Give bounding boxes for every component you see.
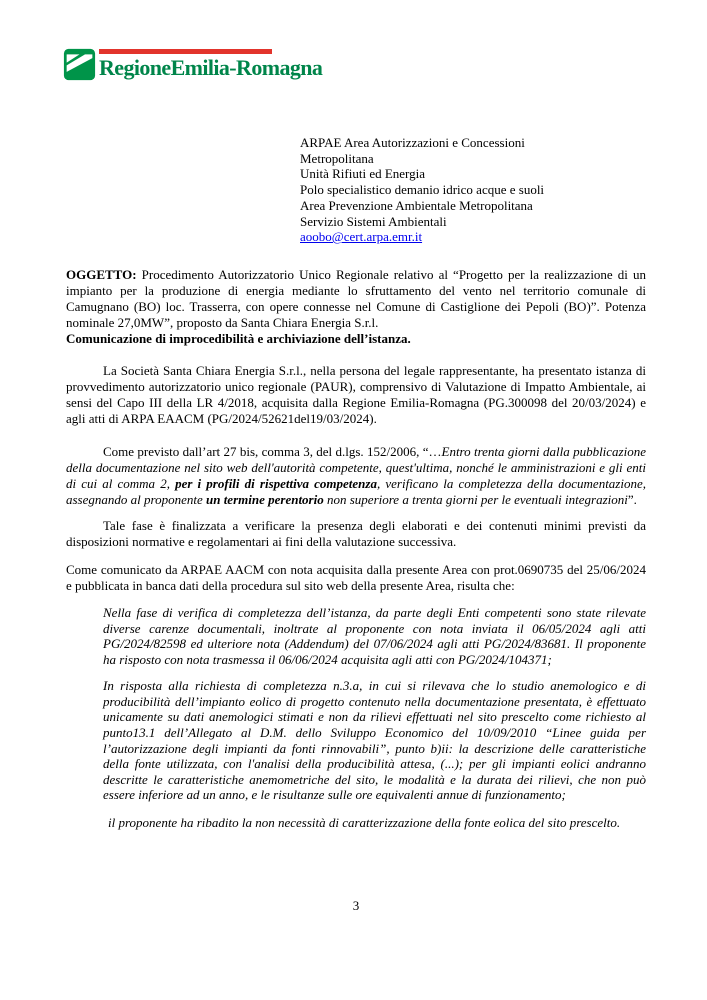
law-citation-intro: Come previsto dall’art 27 bis, comma 3, del d.lgs. 152/2006, “… (103, 443, 442, 459)
oggetto-bold-text: Comunicazione di improcedibilità e archiviazione dell’istanza. (66, 330, 411, 346)
logo-text: RegioneEmilia-Romagna (99, 55, 323, 80)
quote-proponente-ribadito: il proponente ha ribadito la non necessità di caratterizzazione della fonte eolica del sito prescelto. (108, 815, 621, 831)
regione-emilia-romagna-logo-icon (63, 48, 96, 81)
recipient-block (300, 135, 646, 245)
paragraph-come-previsto (66, 444, 646, 508)
recipient-line: Polo specialistico demanio idrico acque e suoli (300, 182, 545, 198)
paragraph-la-societa: La Società Santa Chiara Energia S.r.l., nella persona del legale rappresentante, ha presentato istanza di provvedimento autorizzatorio unico regionale (PAUR), comprensivo di Valutazione di Impatto Ambientale, ai sensi del Capo III della LR 4/2018, acquisita dalla Regione Emilia-Romagna (PG.300098 del 20/03/2024) e agli atti di ARPA EAACM (PG/2024/52621del19/03/2024). (66, 362, 646, 426)
recipient-line: Servizio Sistemi Ambientali (300, 213, 447, 229)
recipient-line: Area Prevenzione Ambientale Metropolitana (300, 197, 533, 213)
oggetto-bold-line (66, 331, 646, 347)
law-quote-part1: Entro trenta giorni dalla pubblicazione della documentazione nel sito web dell'autorità competente, quest'ultima, nonché le amministrazioni e gli enti di cui al comma 2, (66, 443, 647, 491)
logo-red-bar (99, 49, 272, 54)
oggetto-label: OGGETTO: (66, 266, 137, 282)
law-quote-part2: , verificano la completezza della documentazione, assegnando al proponente (66, 475, 646, 507)
law-quote-close: ”. (627, 491, 637, 507)
paragraph-come-comunicato: Come comunicato da ARPAE AACM con nota acquisita dalla presente Area con prot.0690735 del 25/06/2024 e pubblicata in banca dati della procedura sul sito web della presente Area, risulta che: (66, 561, 646, 593)
email-link[interactable]: aoobo@cert.arpa.emr.it (300, 229, 423, 245)
recipient-line: Metropolitana (300, 150, 374, 166)
oggetto-paragraph (66, 267, 646, 331)
law-quote-emphasis2: un termine perentorio (205, 491, 324, 507)
recipient-line: ARPAE Area Autorizzazioni e Concessioni (300, 135, 525, 150)
recipient-line: Unità Rifiuti ed Energia (300, 166, 426, 182)
law-quote-emphasis1: per i profili di rispettiva competenza (175, 475, 377, 491)
oggetto-body: Procedimento Autorizzatorio Unico Regionale relativo al “Progetto per la realizzazione di un impianto per la produzione di energia mediante lo sfruttamento del vento nel territorio comunale di Camugnano (BO) loc. Trasserra, con opere connesse nel Comune di Castiglione dei Pepoli (BO)”. Potenza nominale 27,0MW”, proposto da Santa Chiara Energia S.r.l. (66, 266, 646, 330)
quote-risposta-completezza: In risposta alla richiesta di completezza n.3.a, in cui si rilevava che lo studio anemologico e di producibilità dell’impianto eolico di progetto contenuto nella documentazione presentata, è effettuato unicamente su dati anemologici stimati e non da rilievi effettuati nel sito prescelto come richiesto al punto13.1 dell’Allegato al D.M. dello Sviluppo Economico del 10/09/2010 “Linee guida per l’autorizzazione degli impianti da fonti rinnovabili”, punto b)ii: la descrizione delle caratteristiche della fonte utilizzata, con l'analisi della producibilità attesa, (...); per gli impianti eolici andranno descritte le caratteristiche anemometriche del sito, le modalità e la durata dei rilievi, che non può essere inferiore ad un anno, e le risultanze sulle ore equivalenti annue di funzionamento; (103, 678, 646, 803)
paragraph-tale-fase: Tale fase è finalizzata a verificare la presenza degli elaborati e dei contenuti minimi previsti da disposizioni normative e regolamentari ai fini della valutazione successiva. (66, 517, 646, 549)
logo (63, 48, 646, 81)
recipient-email-line (300, 229, 646, 245)
logo-wordmark (99, 48, 322, 80)
law-quote-part3: non superiore a trenta giorni per le eventuali integrazioni (323, 491, 628, 507)
page-number: 3 (352, 898, 360, 913)
quote-verifica-completezza: Nella fase di verifica di completezza dell’istanza, da parte degli Enti competenti sono state rilevate diverse carenze documentali, inoltrate al proponente con nota inviata il 06/05/2024 agli atti PG/2024/82598 ed ulteriore nota (Addendum) del 07/06/2024 agli atti PG/2024/83681. Il proponente ha risposto con nota trasmessa il 06/06/2024 acquisita agli atti con PG/2024/104371; (103, 604, 646, 667)
